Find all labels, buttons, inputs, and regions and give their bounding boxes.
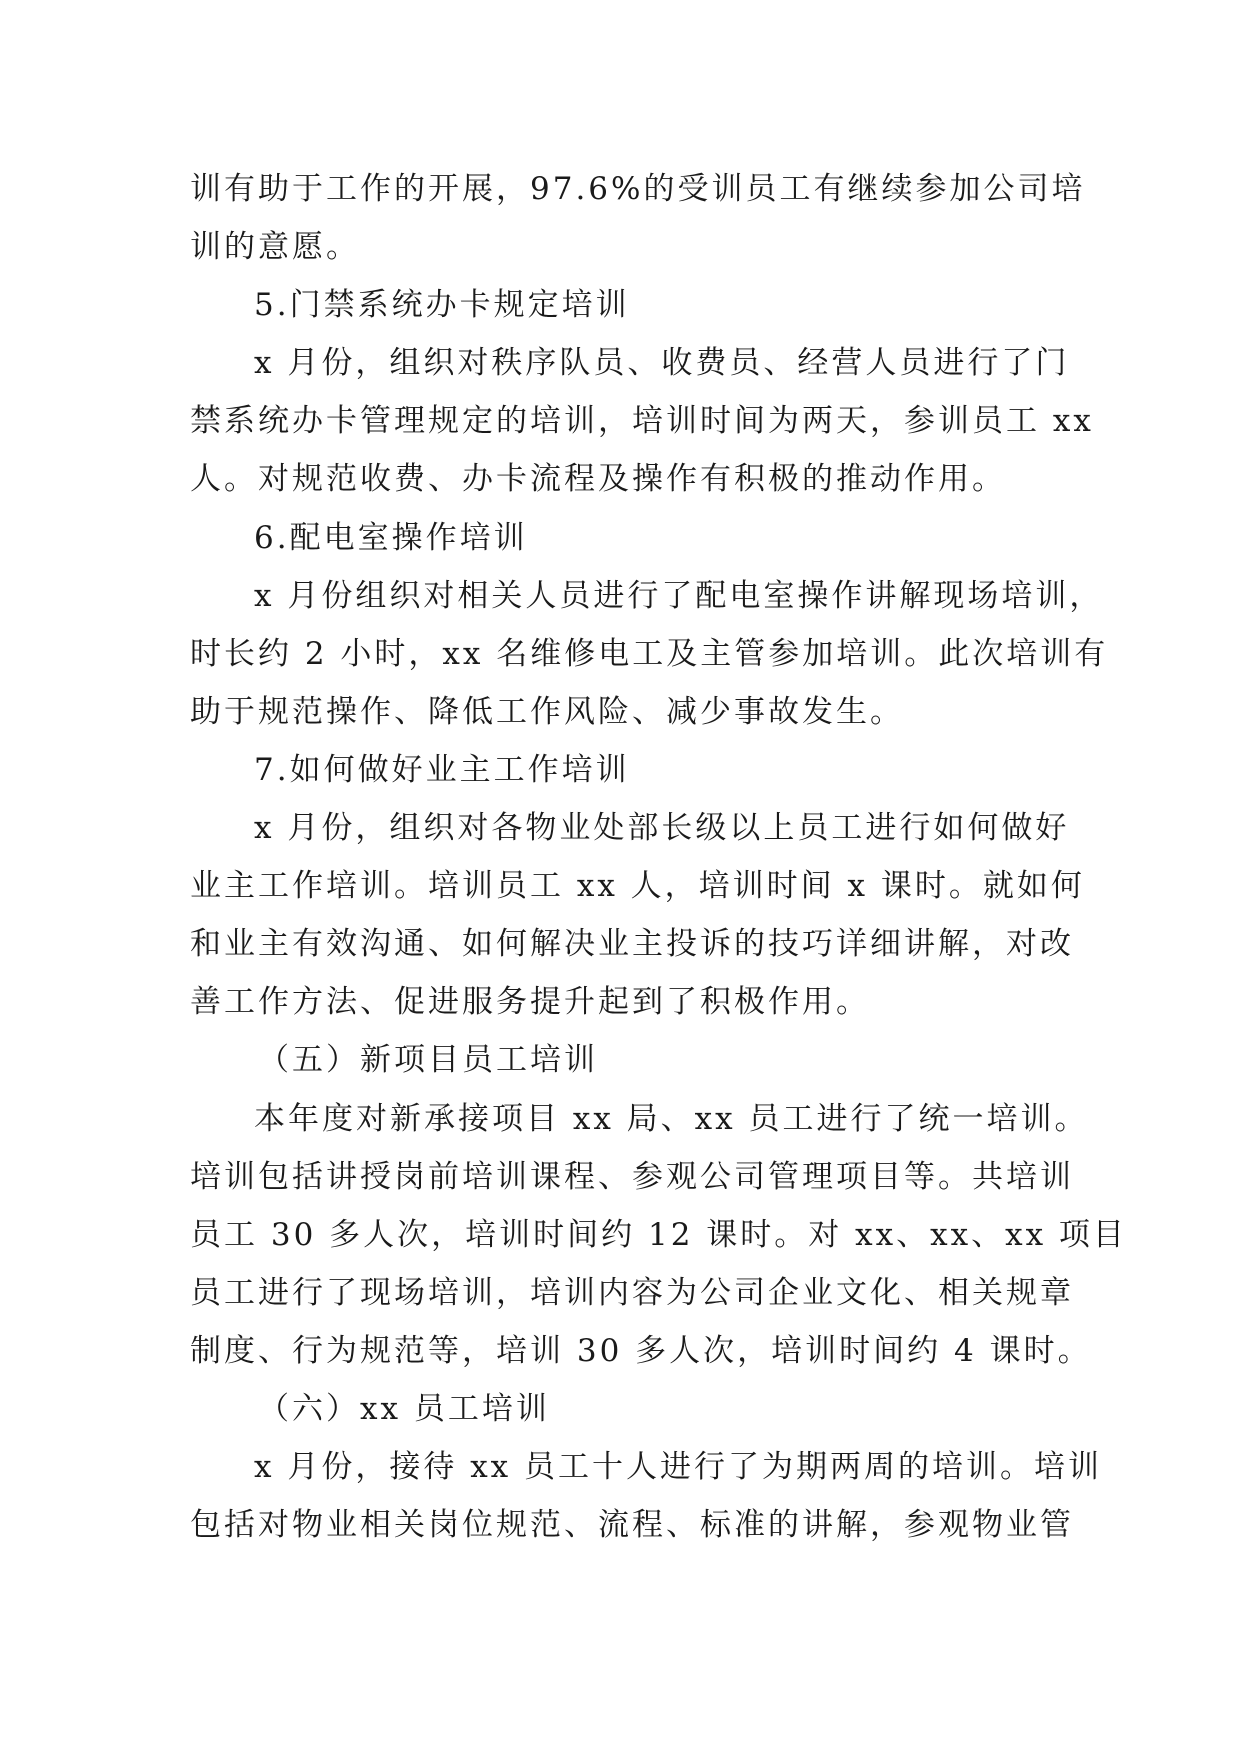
body-line: 人。对规范收费、办卡流程及操作有积极的推动作用。 bbox=[190, 461, 1006, 498]
body-line: 禁系统办卡管理规定的培训，培训时间为两天，参训员工 xx bbox=[190, 403, 1094, 440]
section-heading: 5.门禁系统办卡规定培训 bbox=[254, 287, 630, 324]
body-line: 员工 30 多人次，培训时间约 12 课时。对 xx、xx、xx 项目 bbox=[190, 1216, 1127, 1253]
body-line: 制度、行为规范等，培训 30 多人次，培训时间约 4 课时。 bbox=[190, 1332, 1092, 1369]
body-line: 时长约 2 小时，xx 名维修电工及主管参加培训。此次培训有 bbox=[190, 635, 1109, 672]
document-body bbox=[190, 160, 1127, 1554]
body-line: 助于规范操作、降低工作风险、减少事故发生。 bbox=[190, 693, 904, 730]
paragraph-first-line: x 月份，组织对秩序队员、收费员、经营人员进行了门 bbox=[254, 345, 1070, 382]
body-line: 培训包括讲授岗前培训课程、参观公司管理项目等。共培训 bbox=[190, 1158, 1074, 1195]
body-line: 业主工作培训。培训员工 xx 人，培训时间 x 课时。就如何 bbox=[190, 868, 1085, 905]
paragraph-first-line: 本年度对新承接项目 xx 局、xx 员工进行了统一培训。 bbox=[254, 1100, 1089, 1137]
body-line: 和业主有效沟通、如何解决业主投诉的技巧详细讲解，对改 bbox=[190, 926, 1074, 963]
chapter-heading: （六）xx 员工培训 bbox=[258, 1390, 550, 1427]
body-line: 包括对物业相关岗位规范、流程、标准的讲解，参观物业管 bbox=[190, 1507, 1074, 1544]
body-line: 员工进行了现场培训，培训内容为公司企业文化、相关规章 bbox=[190, 1274, 1074, 1311]
paragraph-first-line: x 月份组织对相关人员进行了配电室操作讲解现场培训， bbox=[254, 577, 1104, 614]
section-heading: 6.配电室操作培训 bbox=[254, 519, 528, 556]
section-heading: 7.如何做好业主工作培训 bbox=[254, 751, 630, 788]
body-line: 训的意愿。 bbox=[190, 229, 360, 266]
chapter-heading: （五）新项目员工培训 bbox=[258, 1042, 598, 1079]
body-line: 训有助于工作的开展，97.6%的受训员工有继续参加公司培 bbox=[190, 171, 1086, 207]
paragraph-first-line: x 月份，接待 xx 员工十人进行了为期两周的培训。培训 bbox=[254, 1449, 1103, 1486]
body-line: 善工作方法、促进服务提升起到了积极作用。 bbox=[190, 984, 870, 1021]
paragraph-first-line: x 月份，组织对各物业处部长级以上员工进行如何做好 bbox=[254, 810, 1070, 847]
